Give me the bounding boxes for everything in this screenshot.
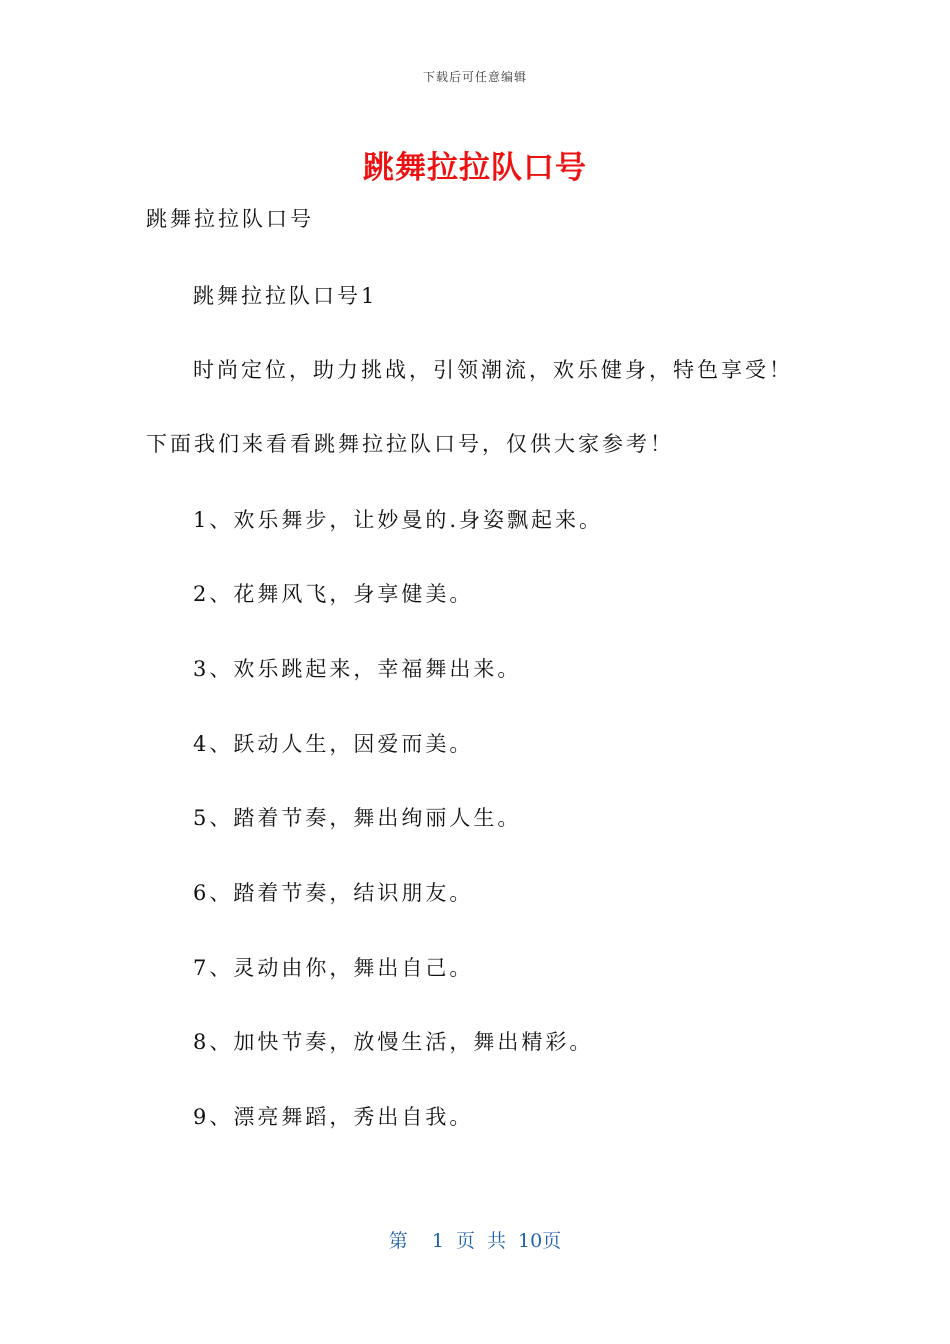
list-item: 6、踏着节奏，结识朋友。 (193, 881, 474, 905)
section-heading: 跳舞拉拉队口号1 (193, 284, 378, 308)
intro-paragraph: 时尚定位，助力挑战，引领潮流，欢乐健身，特色享受！ (193, 358, 793, 382)
subtitle-line: 跳舞拉拉队口号 (146, 207, 314, 231)
list-item: 8、加快节奏，放慢生活，舞出精彩。 (193, 1030, 594, 1054)
document-title: 跳舞拉拉队口号 (363, 150, 587, 186)
page-number-footer: 第 1 页 共 10页 (388, 1230, 562, 1252)
header-note: 下载后可任意编辑 (422, 70, 527, 84)
list-item: 1、欢乐舞步，让妙曼的.身姿飘起来。 (193, 508, 604, 532)
list-item: 7、灵动由你，舞出自己。 (193, 956, 474, 980)
lead-paragraph: 下面我们来看看跳舞拉拉队口号，仅供大家参考！ (146, 432, 674, 456)
list-item: 2、花舞风飞，身享健美。 (193, 582, 474, 606)
list-item: 5、踏着节奏，舞出绚丽人生。 (193, 806, 522, 830)
list-item: 9、漂亮舞蹈，秀出自我。 (193, 1105, 474, 1129)
list-item: 4、跃动人生，因爱而美。 (193, 732, 474, 756)
list-item: 3、欢乐跳起来，幸福舞出来。 (193, 657, 522, 681)
